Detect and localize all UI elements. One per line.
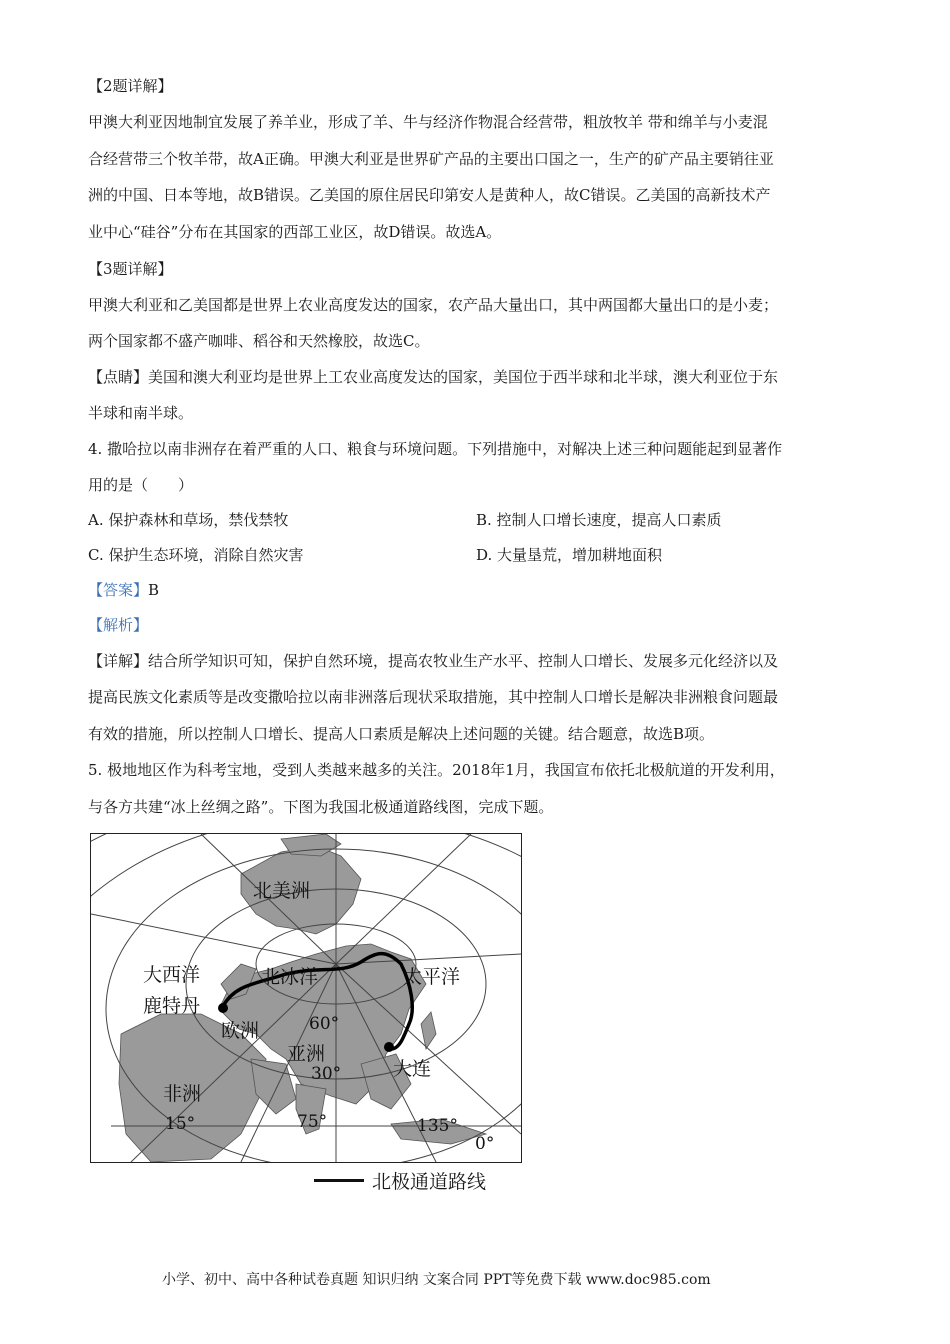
paragraph-line: 甲澳大利亚因地制宜发展了养羊业，形成了羊、牛与经济作物混合经营带，粗放牧羊 带和绵羊与小麦混 xyxy=(88,113,768,131)
label-dalian: 大连 xyxy=(393,1058,432,1080)
label-africa: 非洲 xyxy=(163,1083,202,1105)
rotterdam-point xyxy=(218,1003,228,1013)
label-lon-75: 75° xyxy=(297,1112,328,1132)
paragraph-line: 甲澳大利亚和乙美国都是世界上农业高度发达的国家，农产品大量出口，其中两国都大量出口的是小麦； xyxy=(88,296,779,314)
paragraph-line: 半球和南半球。 xyxy=(88,404,194,422)
paragraph-line: 洲的中国、日本等地，故B错误。乙美国的原住居民印第安人是黄种人，故C错误。乙美国的高新技术产 xyxy=(88,186,771,204)
question-4-cont: 用的是（ ） xyxy=(88,476,194,494)
label-arctic: 北冰洋 xyxy=(261,966,319,988)
page-footer: 小学、初中、高中各种试卷真题 知识归纳 文案合同 PPT等免费下载 www.doc985.com xyxy=(162,1272,711,1288)
option-c: C. 保护生态环境，消除自然灾害 xyxy=(88,546,304,564)
question-5-cont: 与各方共建“冰上丝绸之路”。下图为我国北极通道路线图，完成下题。 xyxy=(88,798,554,816)
japan-land xyxy=(421,1012,436,1049)
answer-label: 【答案】 xyxy=(88,581,149,599)
label-lon-15: 15° xyxy=(165,1114,196,1134)
legend-text: 北极通道路线 xyxy=(372,1171,487,1193)
paragraph-line: 两个国家都不盛产咖啡、稻谷和天然橡胶，故选C。 xyxy=(88,332,430,350)
label-rotterdam: 鹿特丹 xyxy=(143,995,201,1017)
label-asia: 亚洲 xyxy=(287,1043,326,1065)
label-atlantic: 大西洋 xyxy=(143,964,201,986)
arabia-land xyxy=(251,1059,296,1114)
dalian-point xyxy=(384,1042,394,1052)
paragraph-line: 业中心“硅谷”分布在其国家的西部工业区，故D错误。故选A。 xyxy=(88,223,502,241)
option-d: D. 大量垦荒，增加耕地面积 xyxy=(476,546,663,564)
detail-line: 有效的措施，所以控制人口增长、提高人口素质是解决上述问题的关键。结合题意，故选B项。 xyxy=(88,725,715,743)
detail-line: 提高民族文化素质等是改变撒哈拉以南非洲落后现状采取措施，其中控制人口增长是解决非洲粮食问题最 xyxy=(88,688,779,706)
label-lat-0: 0° xyxy=(475,1134,495,1154)
label-europe: 欧洲 xyxy=(221,1020,260,1042)
question-4: 4. 撒哈拉以南非洲存在着严重的人口、粮食与环境问题。下列措施中，对解决上述三种问题能起到显著作 xyxy=(88,440,783,458)
label-north-america: 北美洲 xyxy=(253,880,311,902)
option-b: B. 控制人口增长速度，提高人口素质 xyxy=(476,511,722,529)
option-a: A. 保护森林和草场，禁伐禁牧 xyxy=(88,511,289,529)
paragraph-line: 合经营带三个牧羊带，故A正确。甲澳大利亚是世界矿产品的主要出口国之一，生产的矿产品主要销往亚 xyxy=(88,150,774,168)
question-5: 5. 极地地区作为科考宝地，受到人类越来越多的关注。2018年1月，我国宣布依托北极航道的开发利用， xyxy=(88,761,785,779)
label-lon-135: 135° xyxy=(417,1116,458,1136)
label-pacific: 太平洋 xyxy=(403,966,461,988)
arctic-route-map xyxy=(90,833,522,1163)
label-lat-60: 60° xyxy=(309,1014,340,1034)
paragraph-line: 【点睛】美国和澳大利亚均是世界上工农业高度发达的国家，美国位于西半球和北半球，澳大利亚位于东 xyxy=(88,368,779,386)
heading-q2-detail: 【2题详解】 xyxy=(88,77,173,95)
analysis-label: 【解析】 xyxy=(88,616,149,634)
answer xyxy=(88,580,159,600)
detail-line: 【详解】结合所学知识可知，保护自然环境，提高农牧业生产水平、控制人口增长、发展多元化经济以及 xyxy=(88,652,779,670)
answer-value: B xyxy=(148,581,160,599)
heading-q3-detail: 【3题详解】 xyxy=(88,260,173,278)
legend-line xyxy=(314,1179,364,1182)
label-lat-30: 30° xyxy=(311,1064,342,1084)
